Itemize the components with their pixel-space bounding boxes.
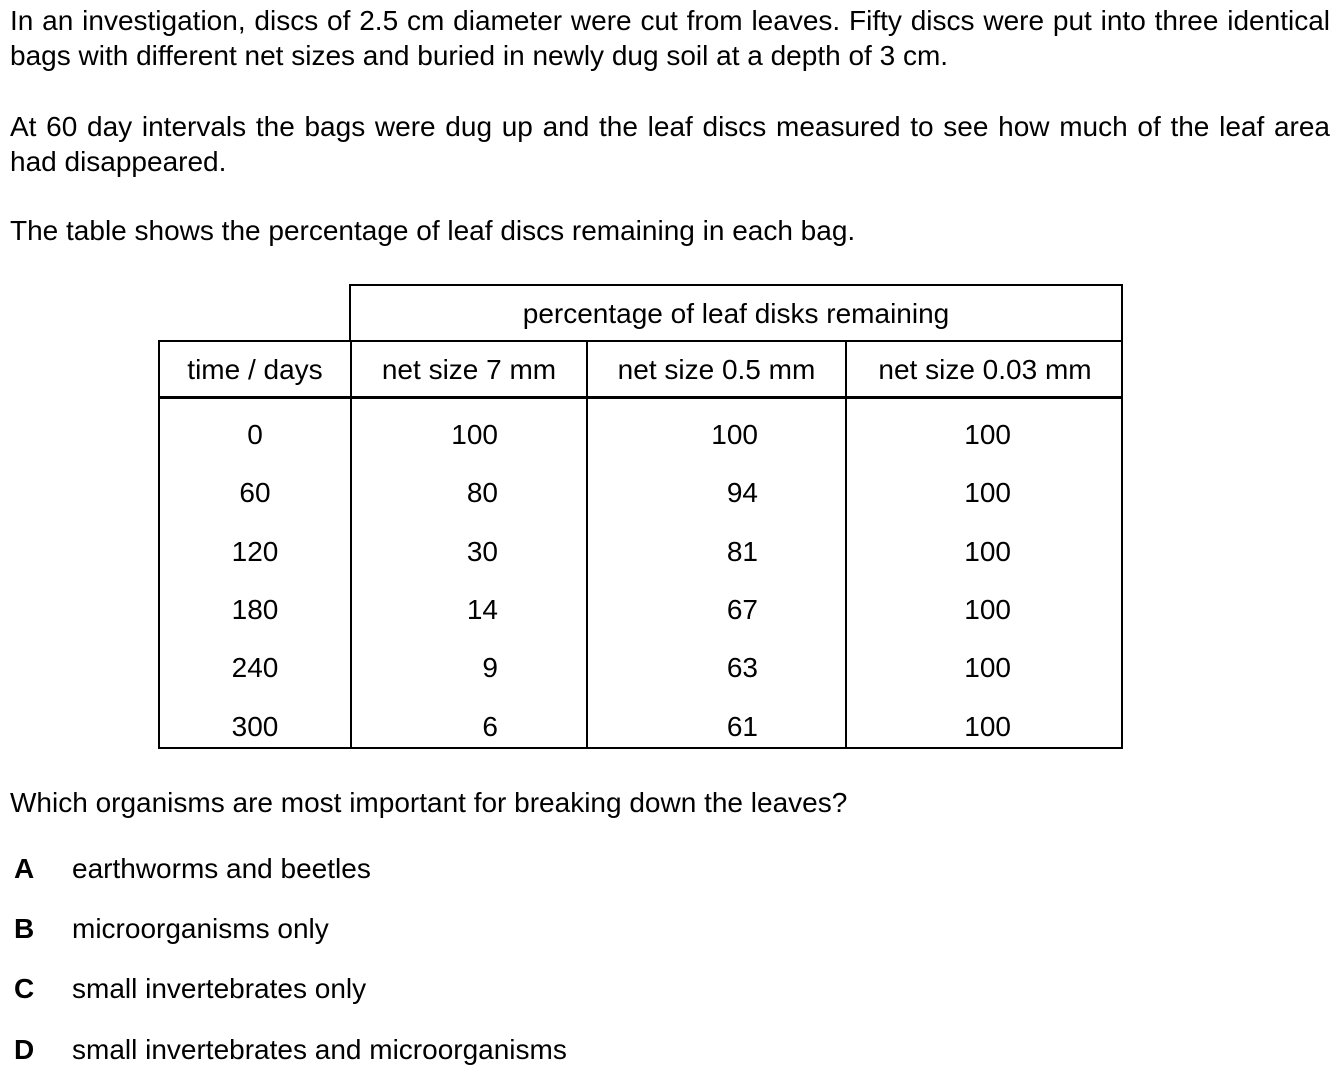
header-time: time / days (187, 354, 323, 385)
table-cell: 80 (466, 477, 498, 508)
table-cell-time: 60 (239, 477, 271, 508)
table-cell: 61 (726, 711, 758, 742)
header-net-05mm: net size 0.5 mm (617, 354, 816, 385)
group-header: percentage of leaf disks remaining (349, 284, 1123, 341)
table-body-box (158, 340, 1123, 749)
table-cell: 100 (964, 652, 1011, 683)
table-cell: 14 (466, 594, 498, 625)
table-cell: 67 (726, 594, 758, 625)
intro-paragraph: In an investigation, discs of 2.5 cm diameter were cut from leaves. Fifty discs were put into three identical bags with different net sizes and buried in newly dug soil at a depth of 3 cm. (10, 5, 1330, 71)
option-letter: D (14, 1034, 35, 1065)
header-rule (160, 396, 1121, 399)
table-cell: 6 (482, 711, 498, 742)
table-cell: 30 (466, 536, 498, 567)
table-cell: 9 (482, 652, 498, 683)
table-cell: 100 (711, 419, 758, 450)
table-intro-paragraph: The table shows the percentage of leaf discs remaining in each bag. (10, 215, 856, 246)
option-text: small invertebrates and microorganisms (72, 1034, 567, 1065)
table-cell: 100 (964, 711, 1011, 742)
option-text: small invertebrates only (72, 973, 367, 1004)
table-cell-time: 300 (231, 711, 279, 742)
header-net-7mm: net size 7 mm (381, 354, 557, 385)
table-cell: 100 (964, 594, 1011, 625)
header-net-003mm: net size 0.03 mm (878, 354, 1092, 385)
table-cell-time: 120 (231, 536, 279, 567)
option-d[interactable] (14, 1032, 567, 1067)
method-paragraph: At 60 day intervals the bags were dug up and the leaf discs measured to see how much of the leaf area had disappeared. (10, 111, 1330, 177)
option-text: earthworms and beetles (72, 853, 371, 884)
table-cell: 63 (726, 652, 758, 683)
table-cell: 94 (726, 477, 758, 508)
option-letter: C (14, 973, 35, 1004)
option-a[interactable] (14, 851, 371, 886)
question-text: Which organisms are most important for breaking down the leaves? (10, 787, 848, 818)
table-cell-time: 240 (231, 652, 279, 683)
table-cell-time: 0 (247, 419, 263, 450)
results-table (158, 284, 1123, 749)
table-cell: 81 (726, 536, 758, 567)
table-cell: 100 (964, 536, 1011, 567)
table-cell: 100 (964, 419, 1011, 450)
option-letter: B (14, 913, 35, 944)
table-cell: 100 (451, 419, 498, 450)
option-b[interactable] (14, 911, 329, 946)
option-c[interactable] (14, 971, 366, 1006)
option-letter: A (14, 853, 35, 884)
table-cell-time: 180 (231, 594, 279, 625)
option-text: microorganisms only (72, 913, 329, 944)
table-cell: 100 (964, 477, 1011, 508)
